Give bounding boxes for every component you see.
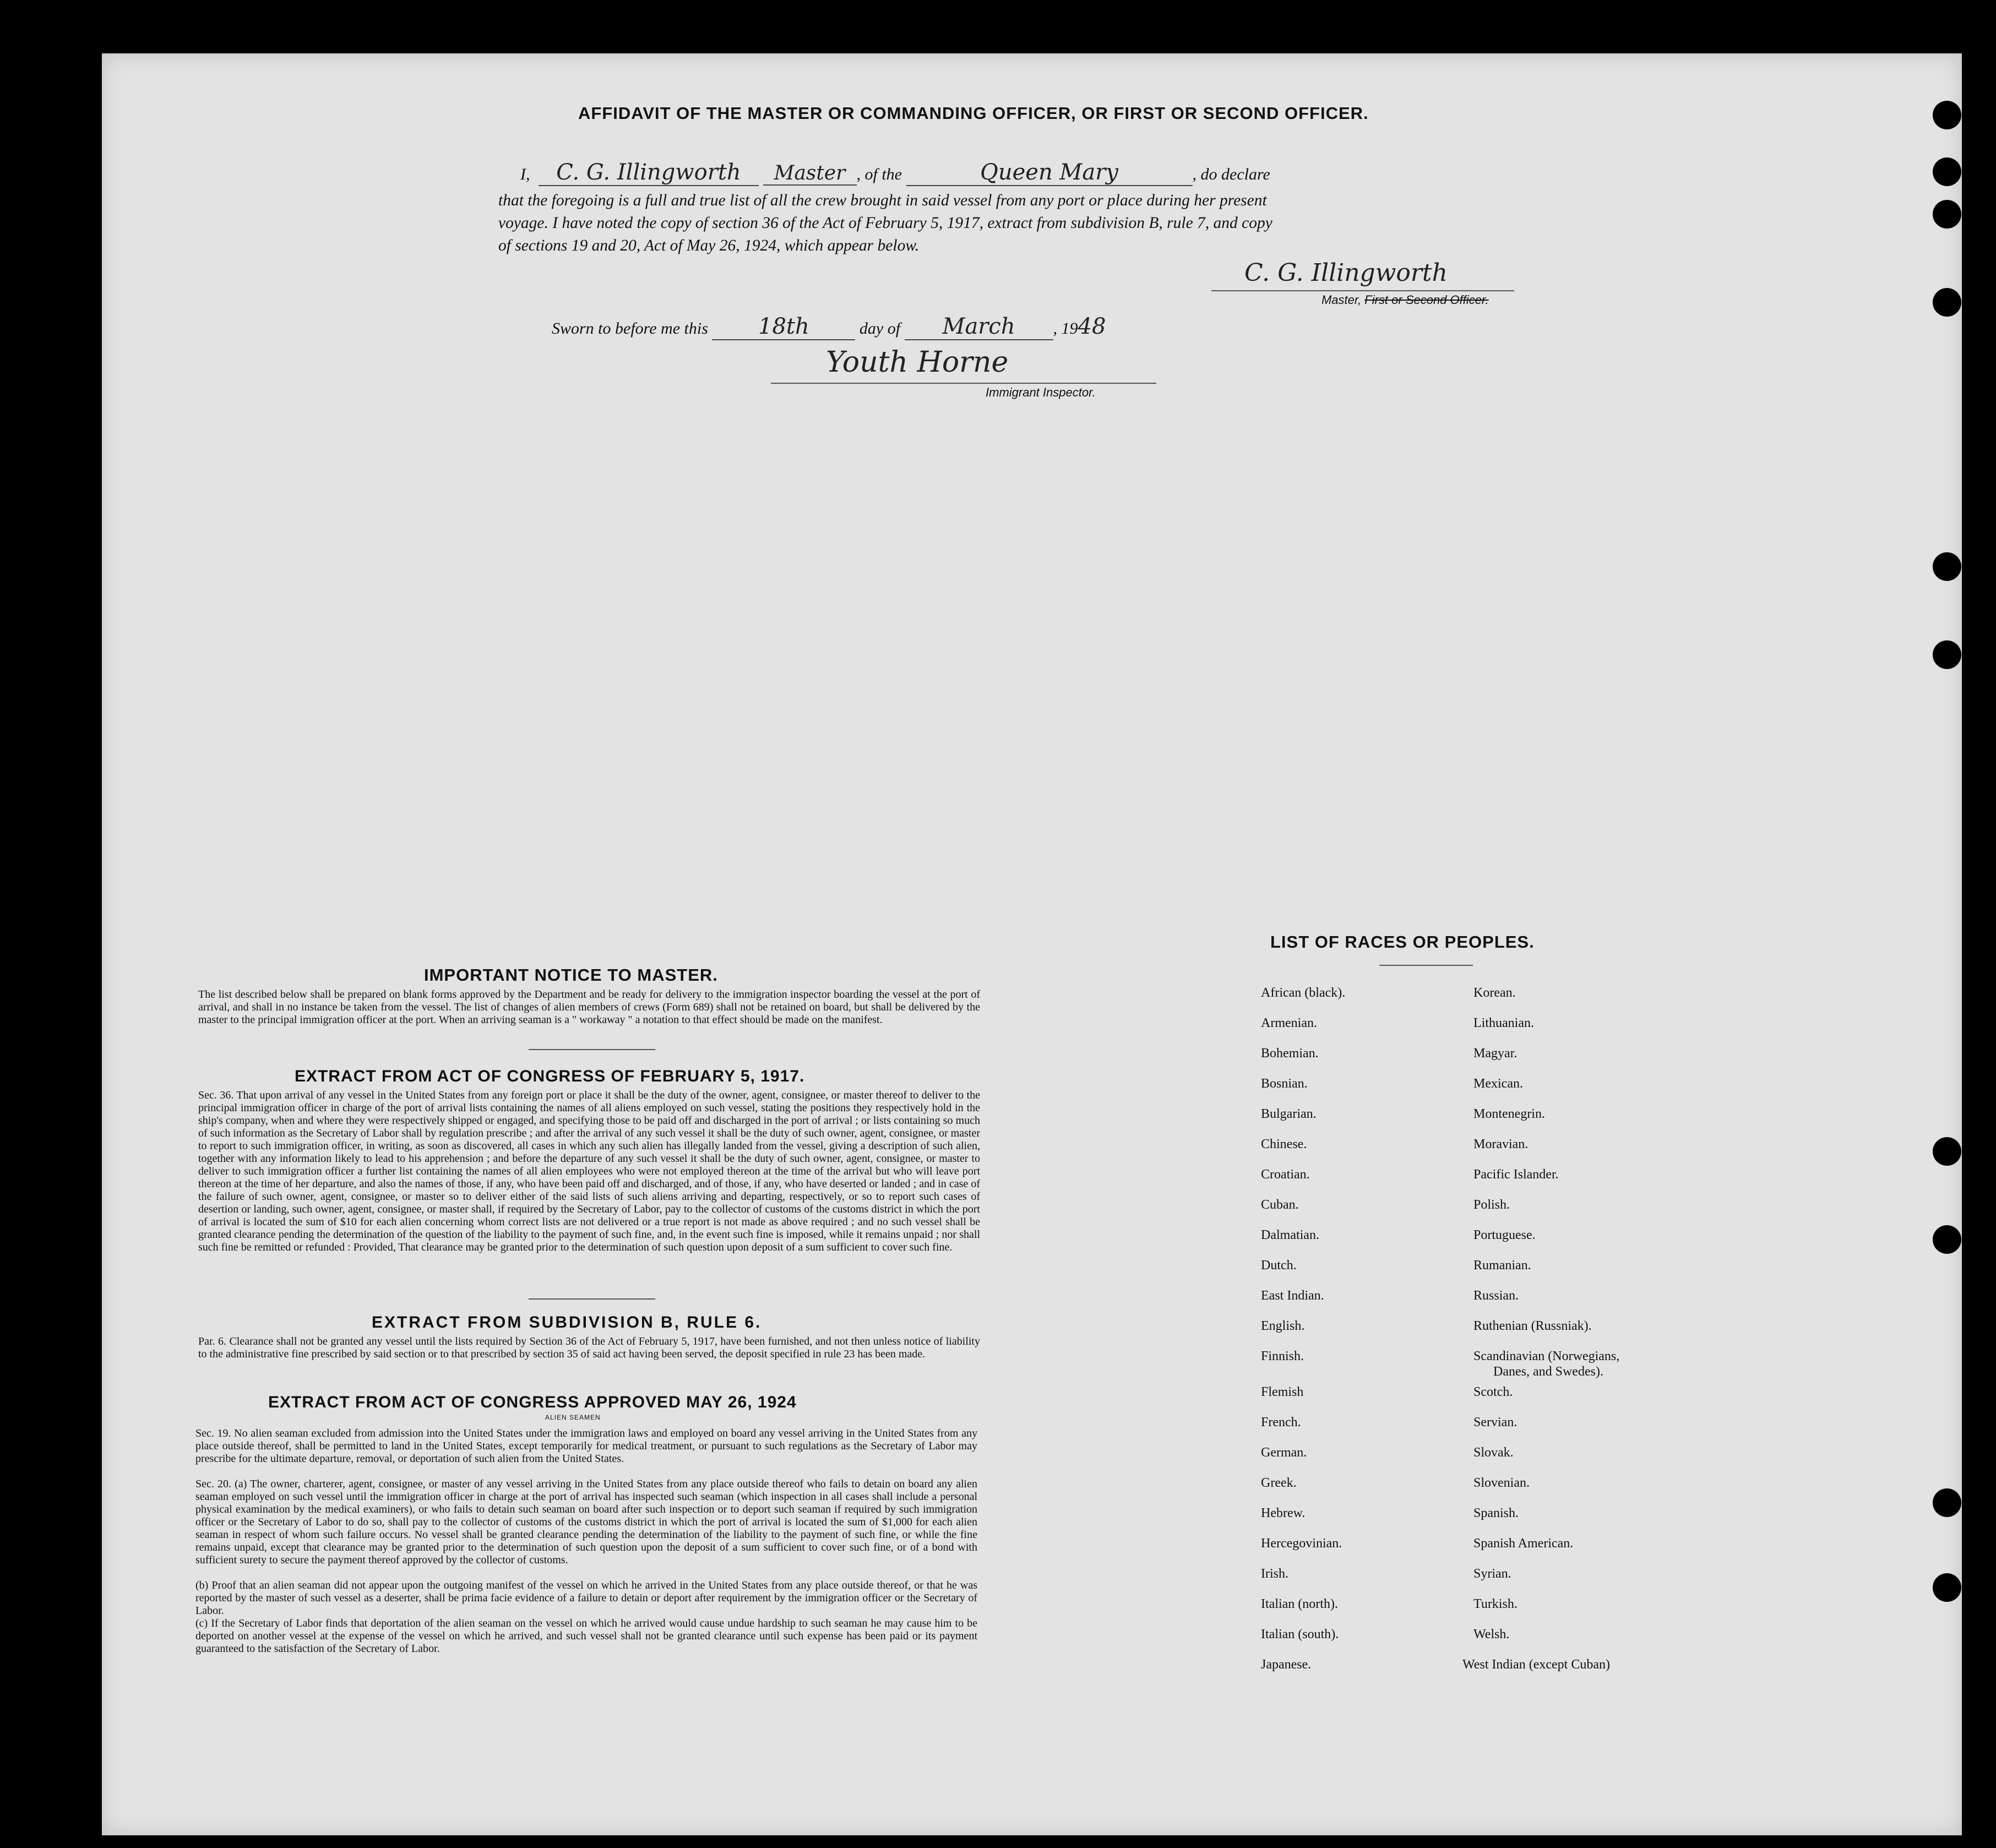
notice-body: The list described below shall be prepared on blank forms approved by the Department and be ready for delivery to the immigration inspector boarding the vessel at the port of arrival, and shall in no instance be taken from the vessel. The list of changes of alien members of crews (Form 689) shall not be retained on board, but shall be delivered by the master to the principal immigration officer at the port. When an arriving seaman is a " workaway " a notation to that effect should be made on the manifest. bbox=[198, 988, 980, 1026]
race-item: Montenegrin. bbox=[1473, 1107, 1545, 1121]
races-title: LIST OF RACES OR PEOPLES. bbox=[1270, 932, 1535, 952]
race-item: Mexican. bbox=[1473, 1077, 1523, 1091]
sworn-year: 48 bbox=[1078, 314, 1106, 339]
extract-1917-body: Sec. 36. That upon arrival of any vessel in the United States from any foreign port or place it shall be the duty of the owner, agent, consignee, or master thereof to deliver to the principal immigration officer in charge of the port of arrival lists containing the names of all aliens employed on such vessel, stating the positions they respectively hold in the ship's company, when and where they were respectively shipped or engaged, and specifying those to be paid off and discharged in the port of arrival ; or lists containing so much of such information as the Secretary of Labor shall by regulation prescribe ; and after the arrival of any such vessel it shall be the duty of such owner, agent, consignee, or master to report to such immigration officer, in writing, as soon as discovered, all cases in which any such alien has illegally landed from the vessel, giving a description of such alien, together with any information likely to lead to his apprehension ; and before the departure of any such vessel it shall be the duty of such owner, agent, consignee, or master to deliver to such immigration officer a further list containing the names of all alien employees who were not employed thereon at the time of the arrival but who will leave port thereon at the time of her departure, and also the names of those, if any, who have been paid off and discharged, and of those, if any, who have deserted or landed ; and in case of the failure of such owner, agent, consignee, or master so to deliver either of the said lists of such aliens arriving and departing, respectively, or so to report such cases of desertion or landing, such owner, agent, consignee, or master shall, if required by the Secretary of Labor, pay to the collector of customs of the customs district in which the port of arrival is located the sum of $10 for each alien concerning whom correct lists are not delivered or a true report is not made as above required ; and no such vessel shall be granted clearance pending the determination of the question of the liability to the payment of such fine, and, in the event such fine is imposed, while it remains unpaid ; nor shall such fine be remitted or refunded : Provided, That clearance may be granted prior to the determination of such question upon deposit of a sum sufficient to cover such fine. bbox=[198, 1089, 980, 1253]
race-item: Danes, and Swedes). bbox=[1493, 1365, 1603, 1379]
affidavit-title: AFFIDAVIT OF THE MASTER OR COMMANDING OFFICER, OR FIRST OR SECOND OFFICER. bbox=[578, 104, 1369, 123]
master-signature: C. G. Illingworth bbox=[1244, 259, 1448, 287]
race-item: East Indian. bbox=[1261, 1289, 1324, 1303]
sworn-line bbox=[552, 314, 1106, 340]
race-item: English. bbox=[1261, 1319, 1305, 1333]
notice-title: IMPORTANT NOTICE TO MASTER. bbox=[424, 965, 718, 985]
race-item: Korean. bbox=[1473, 986, 1516, 1000]
binder-hole bbox=[1933, 552, 1961, 581]
sworn-label: Sworn to before me this bbox=[552, 319, 708, 338]
inspector-caption: Immigrant Inspector. bbox=[986, 385, 1096, 399]
race-item: Turkish. bbox=[1473, 1597, 1518, 1611]
alien-seamen-subtitle: ALIEN SEAMEN bbox=[545, 1414, 601, 1421]
race-item: Flemish bbox=[1261, 1385, 1304, 1399]
of-the: , of the bbox=[856, 165, 902, 183]
race-item: Finnish. bbox=[1261, 1349, 1304, 1363]
signature-line bbox=[1211, 290, 1514, 291]
extract-1924-sec20a: Sec. 20. (a) The owner, charterer, agent, consignee, or master of any vessel arriving in the United States from any place outside thereof who fails to detain on board any alien seaman employed on such vessel until the immigration officer in charge at the port of arrival has inspected such seaman (which inspection in all cases shall include a personal physical examination by the medical examiners), or who fails to detain such seaman on board after such inspection or to deport such seaman if required by such immigration officer or the Secretary of Labor to do so, shall pay to the collector of customs of the customs district in which the port of arrival is located the sum of $1,000 for each alien seaman in respect of whom such failure occurs. No vessel shall be granted clearance pending the determination of the liability to the payment of such fine, or while the fine remains unpaid, except that clearance may be granted prior to the determination of such question upon the deposit of a sum sufficient to cover such fine, or of a bond with sufficient surety to secure the payment thereof approved by the collector of customs. bbox=[195, 1478, 977, 1566]
subdivision-title: EXTRACT FROM SUBDIVISION B, RULE 6. bbox=[372, 1313, 762, 1331]
subdivision-body: Par. 6. Clearance shall not be granted any vessel until the lists required by Section 36 of the Act of February 5, 1917, have been furnished, and not then unless notice of liability to the administrative fine prescribed by said section or to that prescribed by section 35 of said act having been served, the deposit specified in rule 23 has been made. bbox=[198, 1335, 980, 1360]
binder-hole bbox=[1933, 1225, 1961, 1254]
race-item: Hercegovinian. bbox=[1261, 1536, 1342, 1551]
race-item: Dalmatian. bbox=[1261, 1228, 1319, 1242]
affidavit-line-1 bbox=[520, 160, 1270, 186]
sworn-month: March bbox=[905, 314, 1053, 340]
master-word: Master bbox=[763, 162, 857, 186]
binder-hole bbox=[1933, 157, 1961, 186]
race-item: Japanese. bbox=[1261, 1657, 1312, 1672]
binder-hole bbox=[1933, 200, 1961, 229]
do-declare: , do declare bbox=[1192, 165, 1270, 183]
race-item: Armenian. bbox=[1261, 1016, 1317, 1030]
race-item: Portuguese. bbox=[1473, 1228, 1536, 1242]
race-item: Ruthenian (Russniak). bbox=[1473, 1319, 1592, 1333]
inspector-signature: Youth Horne bbox=[826, 346, 1009, 379]
binder-hole bbox=[1933, 101, 1961, 129]
race-item: Magyar. bbox=[1473, 1046, 1518, 1061]
race-item: German. bbox=[1261, 1445, 1307, 1460]
race-item: Polish. bbox=[1473, 1198, 1510, 1212]
race-item: Russian. bbox=[1473, 1289, 1519, 1303]
divider bbox=[529, 1049, 655, 1050]
divider bbox=[529, 1298, 655, 1300]
divider bbox=[1379, 965, 1473, 966]
binder-hole bbox=[1933, 1488, 1961, 1517]
race-item: Croatian. bbox=[1261, 1167, 1310, 1182]
race-item: French. bbox=[1261, 1415, 1301, 1430]
sworn-day: 18th bbox=[712, 314, 855, 340]
binder-hole bbox=[1933, 288, 1961, 317]
race-item: Chinese. bbox=[1261, 1137, 1307, 1151]
race-item: Hebrew. bbox=[1261, 1506, 1306, 1520]
race-item: Servian. bbox=[1473, 1415, 1518, 1430]
race-item: Greek. bbox=[1261, 1476, 1297, 1490]
master-name: C. G. Illingworth bbox=[539, 160, 759, 186]
year-prefix: , 19 bbox=[1053, 319, 1078, 338]
extract-1924-title: EXTRACT FROM ACT OF CONGRESS APPROVED MAY 26, 1924 bbox=[268, 1393, 797, 1411]
race-item: West Indian (except Cuban) bbox=[1462, 1657, 1610, 1672]
extract-1917-title: EXTRACT FROM ACT OF CONGRESS OF FEBRUARY 5, 1917. bbox=[295, 1067, 805, 1085]
vessel-name: Queen Mary bbox=[906, 160, 1193, 186]
affidavit-line-3: voyage. I have noted the copy of section 36 of the Act of February 5, 1917, extract from subdivision B, rule 7, and copy bbox=[498, 214, 1272, 232]
race-item: Bulgarian. bbox=[1261, 1107, 1317, 1121]
race-item: Syrian. bbox=[1473, 1567, 1511, 1581]
race-item: African (black). bbox=[1261, 986, 1346, 1000]
signature-caption bbox=[1321, 293, 1489, 307]
binder-hole bbox=[1933, 1573, 1961, 1602]
race-item: Pacific Islander. bbox=[1473, 1167, 1559, 1182]
race-item: Italian (north). bbox=[1261, 1597, 1338, 1611]
race-item: Slovak. bbox=[1473, 1445, 1514, 1460]
race-item: Slovenian. bbox=[1473, 1476, 1530, 1490]
race-item: Welsh. bbox=[1473, 1627, 1510, 1642]
race-item: Italian (south). bbox=[1261, 1627, 1339, 1642]
race-item: Bohemian. bbox=[1261, 1046, 1319, 1061]
extract-1924-sec20b: (b) Proof that an alien seaman did not appear upon the outgoing manifest of the vessel on which he arrived in the United States from any place outside thereof, or that he was reported by the master of such vessel as a deserter, shall be prima facie evidence of a failure to detain or deport after requirement by the immigration officer or the Secretary of Labor. bbox=[195, 1579, 977, 1617]
race-item: Scotch. bbox=[1473, 1385, 1513, 1399]
caption-struck-officer: First or Second Officer. bbox=[1364, 293, 1489, 307]
race-item: Cuban. bbox=[1261, 1198, 1299, 1212]
binder-hole bbox=[1933, 640, 1961, 669]
extract-1924-sec19: Sec. 19. No alien seaman excluded from admission into the United States under the immigration laws and employed on board any vessel arriving in the United States from any place outside thereof, shall be permitted to land in the United States, except temporarily for medical treatment, or pursuant to such regulations as the Secretary of Labor may prescribe for the ultimate departure, removal, or deportation of such alien from the United States. bbox=[195, 1427, 977, 1465]
race-item: Lithuanian. bbox=[1473, 1016, 1534, 1030]
day-of: day of bbox=[859, 319, 901, 338]
race-item: Bosnian. bbox=[1261, 1077, 1308, 1091]
caption-master: Master, bbox=[1321, 293, 1362, 307]
race-item: Rumanian. bbox=[1473, 1258, 1531, 1273]
race-item: Irish. bbox=[1261, 1567, 1288, 1581]
race-item: Spanish American. bbox=[1473, 1536, 1574, 1551]
affidavit-line-2: that the foregoing is a full and true list of all the crew brought in said vessel from any port or place during her present bbox=[498, 192, 1267, 209]
i-label: I, bbox=[520, 165, 530, 183]
race-item: Scandinavian (Norwegians, bbox=[1473, 1349, 1620, 1363]
binder-hole bbox=[1933, 1137, 1961, 1166]
affidavit-line-4: of sections 19 and 20, Act of May 26, 1924, which appear below. bbox=[498, 237, 920, 254]
race-item: Spanish. bbox=[1473, 1506, 1519, 1520]
race-item: Dutch. bbox=[1261, 1258, 1297, 1273]
extract-1924-sec20c: (c) If the Secretary of Labor finds that deportation of the alien seaman on the vessel on which he arrived would cause undue hardship to such seaman he may cause him to be deported on another vessel at the expense of the vessel on which he arrived, and such vessel shall not be granted clearance until such expense has been paid or its payment guaranteed to the satisfaction of the Secretary of Labor. bbox=[195, 1617, 977, 1655]
race-item: Moravian. bbox=[1473, 1137, 1529, 1151]
inspector-signature-line bbox=[771, 383, 1156, 384]
